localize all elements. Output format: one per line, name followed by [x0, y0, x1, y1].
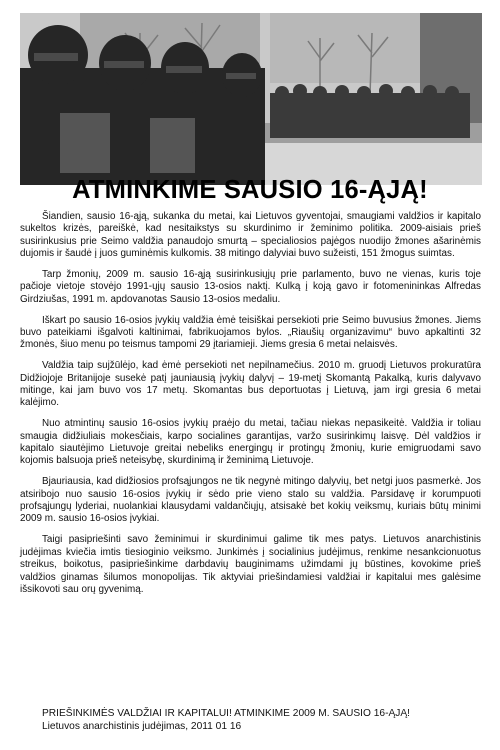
article-body	[20, 211, 481, 605]
paragraph: Nuo atmintinų sausio 16-osios įvykių praėjo du metai, tačiau niekas nepasikeitė. Valdžia ir toliau smaugia didžiuliais mokesčiais, karpo socialines garantijas, varžo susirinkimų laisvę. Dėl valdžios ir kapitalo siautėjimo Lietuvoje greitai nebeliks energingų ir protingų žmonių, kurie emigruodami savo kojomis balsuoja prieš neteisybę, skurdinimą ir žeminimą Lietuvoje.	[20, 418, 481, 467]
photo-illustration	[20, 13, 482, 185]
paragraph: Valdžia taip sujžūlėjo, kad ėmė persekioti net nepilnamečius. 2010 m. gruodį Lietuvos prokuratūra Didžiojoje Britanijoje susekė patį jauniausią įvykių dalyvį – 19-metį Skomantą Pakalką, kuris dalyvavo mitinge, kai jam buvo vos 17 metų. Skomantas bus deportuotas į Lietuvą, jam irgi gresia 6 metai kalėjimo.	[20, 360, 481, 409]
paragraph: Iškart po sausio 16-osios įvykių valdžia ėmė teisiškai persekioti prie Seimo buvusius žmones. Jiems buvo pateikiami išgalvoti kaltinimai, fabrikuojamos bylos. „Riaušių organizavimu“ buvo apkaltinti 32 žmonės, šiuo menu po teismus tampomi 29 įtariamieji. Jiems gresia 6 metai nelaisvės.	[20, 314, 481, 351]
signature: Lietuvos anarchistinis judėjimas, 2011 01 16	[42, 720, 242, 732]
paragraph: Bjauriausia, kad didžiosios profsąjungos ne tik negynė mitingo dalyvių, bet netgi juos pasmerkė. Jos atsiribojo nuo sausio 16-osios įvykių ir sėdo prie vieno stalo su valdžia. Parsidavę ir korumpuoti profsąjungų lyderiai, nuolankiai klausydami valdančiųjų, atsisakė bet kokių veiksmų, kuriais būtų minimi 2009 m. sausio 16-osios įvykiai.	[20, 476, 481, 525]
footer	[42, 708, 482, 734]
closing-slogan: PRIEŠINKIMĖS VALDŽIAI IR KAPITALUI! ATMINKIME 2009 M. SAUSIO 16-ĄJĄ!	[42, 708, 410, 719]
paragraph: Taigi pasipriešinti savo žeminimui ir skurdinimui galime tik mes patys. Lietuvos anarchistinis judėjimas kviečia imtis tiesioginio veiksmo. Junkimės į socialinius judėjimus, renkime nesankcionuotus streikus, boikotus, pasipriešinkime darbdavių bauginimams užimdami jų būstines, kovokime prieš valdžios ginamas šilumos monopolijas. Tik aktyviai priešindamiesi valdžiai ir kapitalui mes galėsime išsikovoti sau orų gyvenimą.	[20, 534, 481, 595]
riot-police-photo	[20, 13, 482, 185]
paragraph: Šiandien, sausio 16-ąją, sukanka du metai, kai Lietuvos gyventojai, smaugiami valdžios ir kapitalo sukeltos krizės, pareiškė, kad nesitaikstys su skurdinimo ir žeminimo politika. 2009-aisiais prieš susirinkusius prie Seimo valdžia panaudojo smurtą – specialiosios pajėgos nuodijo žmones ašarinėmis dujomis ir šaudė į juos guminėmis kulkomis. 38 mitingo dalyviai buvo sužeisti, 151 žmogus suimtas.	[20, 211, 481, 260]
headline: ATMINKIME SAUSIO 16-ĄJĄ!	[72, 176, 428, 204]
paragraph: Tarp žmonių, 2009 m. sausio 16-ąją susirinkusiųjų prie parlamento, buvo ne vienas, kuris toje pačioje vietoje stovėjo 1991-ųjų sausio 13-osios naktį. Kulką į koją gavo ir fotomenininkas Alfredas Girdziušas, 1991 m. apdovanotas Sausio 13-osios medaliu.	[20, 269, 481, 305]
